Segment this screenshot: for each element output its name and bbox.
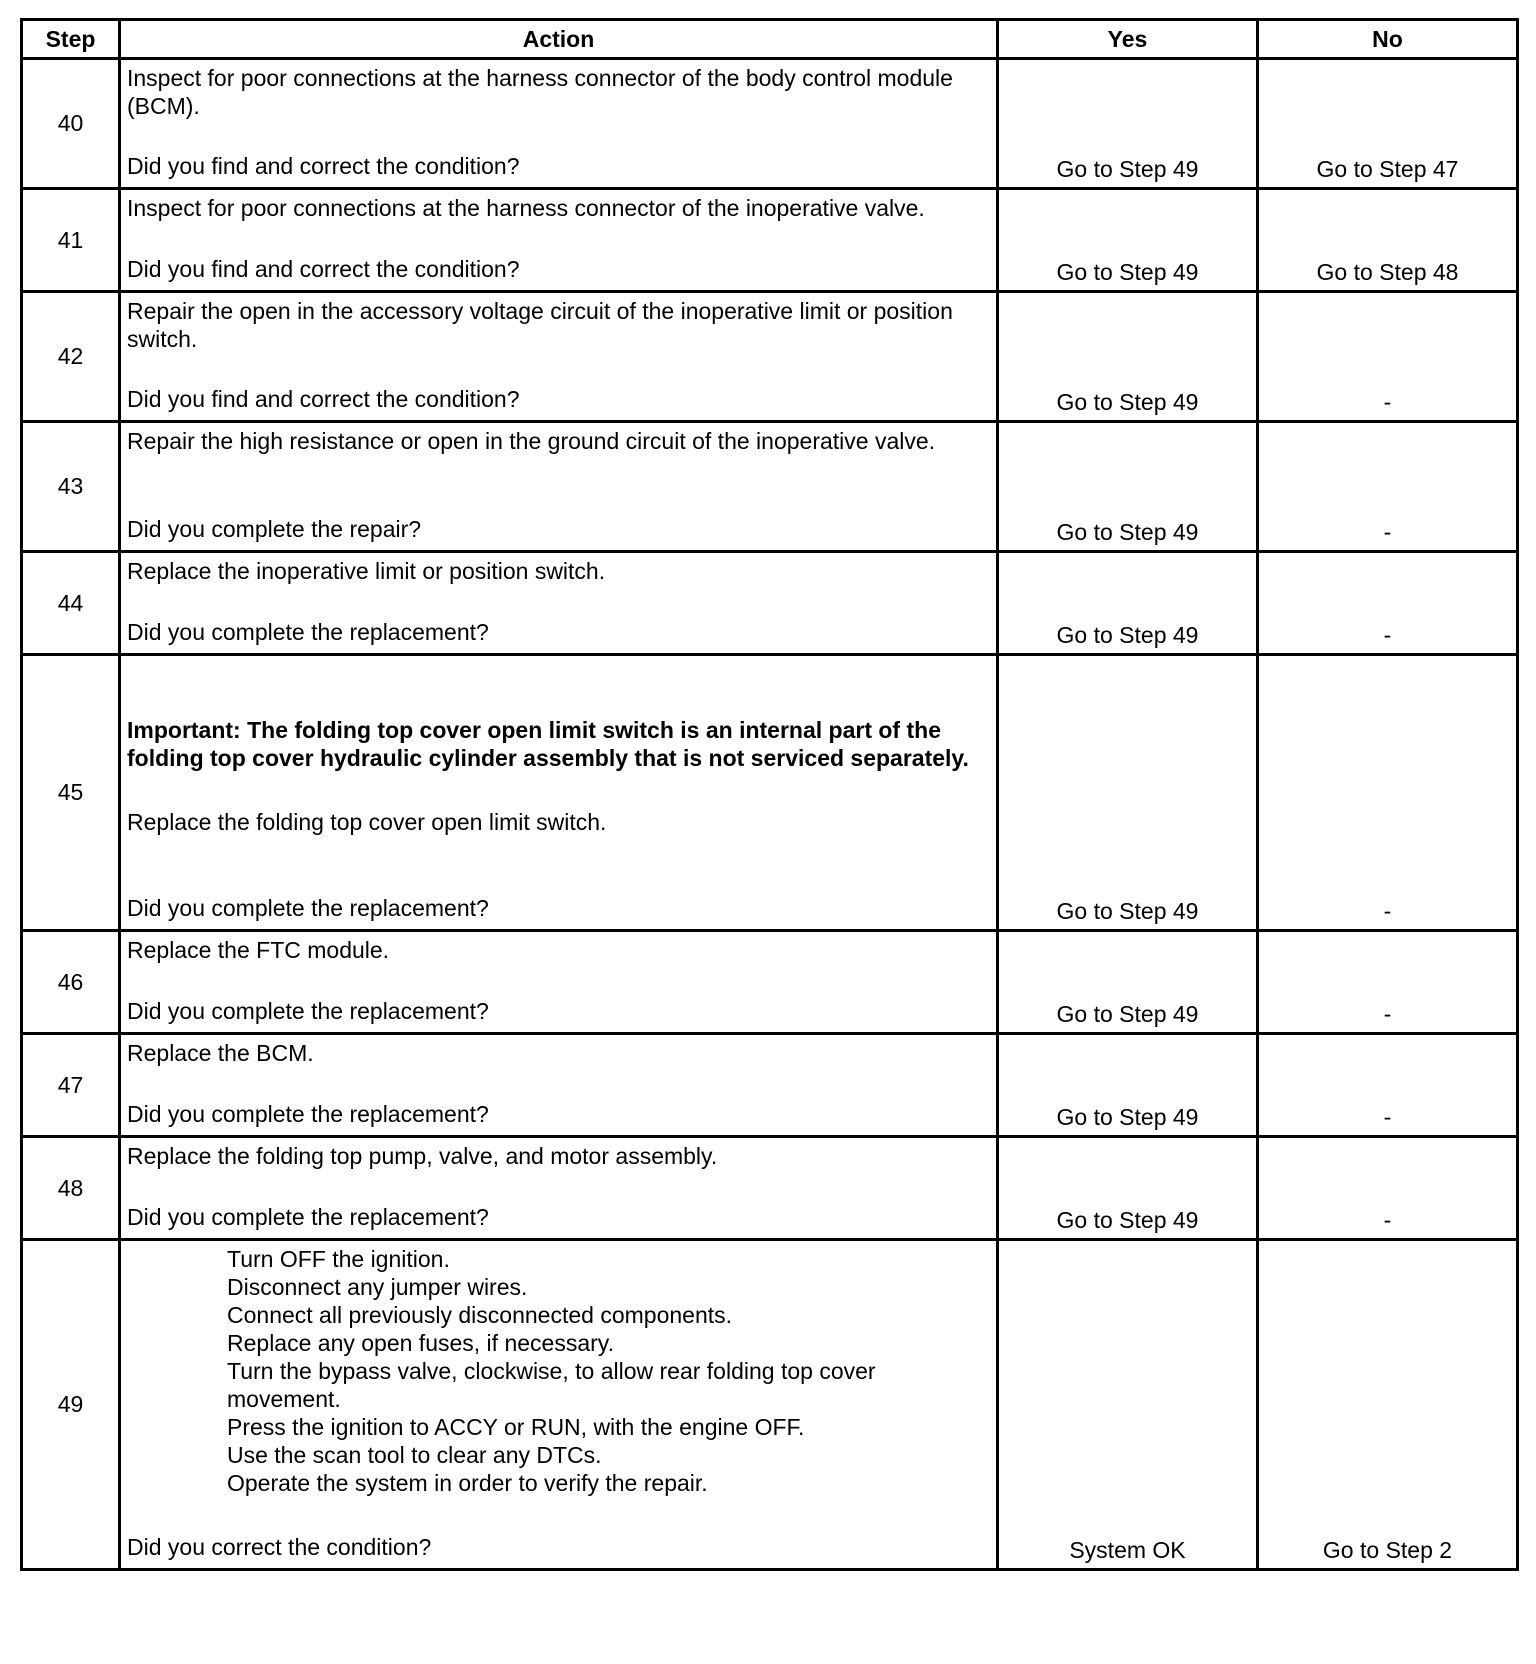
table-row [22, 422, 1518, 552]
yes-result: Go to Step 49 [998, 655, 1258, 931]
yes-result: Go to Step 49 [998, 1034, 1258, 1137]
table-row [22, 292, 1518, 422]
action-text: Inspect for poor connections at the harness connector of the inoperative valve. [127, 195, 925, 221]
yes-result: Go to Step 49 [998, 59, 1258, 189]
no-result: - [1258, 931, 1518, 1034]
action-text: Repair the high resistance or open in the ground circuit of the inoperative valve. [127, 428, 936, 454]
action-question: Did you find and correct the condition? [127, 256, 520, 282]
no-result: Go to Step 2 [1258, 1240, 1518, 1570]
action-cell [120, 931, 998, 1034]
table-row [22, 655, 1518, 931]
yes-result: Go to Step 49 [998, 189, 1258, 292]
step-number: 46 [22, 931, 120, 1034]
action-question: Did you complete the repair? [127, 516, 422, 542]
table-row [22, 1240, 1518, 1570]
no-result: Go to Step 48 [1258, 189, 1518, 292]
yes-result: Go to Step 49 [998, 422, 1258, 552]
checklist-item: Disconnect any jumper wires. [227, 1274, 528, 1300]
action-question: Did you complete the replacement? [127, 619, 489, 645]
yes-result: System OK [998, 1240, 1258, 1570]
no-result: - [1258, 422, 1518, 552]
diagnostic-table [20, 18, 1519, 1571]
yes-result: Go to Step 49 [998, 931, 1258, 1034]
action-question: Did you find and correct the condition? [127, 386, 520, 412]
action-text: Inspect for poor connections at the harness connector of the body control module (BCM). [127, 65, 953, 119]
action-question: Did you complete the replacement? [127, 895, 489, 921]
action-cell [120, 422, 998, 552]
checklist-item: Press the ignition to ACCY or RUN, with the engine OFF. [227, 1414, 805, 1440]
step-number: 41 [22, 189, 120, 292]
yes-result: Go to Step 49 [998, 552, 1258, 655]
yes-result: Go to Step 49 [998, 292, 1258, 422]
table-row [22, 59, 1518, 189]
action-question: Did you complete the replacement? [127, 1204, 489, 1230]
no-result: - [1258, 655, 1518, 931]
action-text: Replace the BCM. [127, 1040, 314, 1066]
action-cell [120, 292, 998, 422]
action-text: Repair the open in the accessory voltage circuit of the inoperative limit or position switch. [127, 298, 953, 352]
step-number: 48 [22, 1137, 120, 1240]
checklist-item: Use the scan tool to clear any DTCs. [227, 1442, 602, 1468]
action-text: Replace the folding top cover open limit switch. [127, 809, 607, 835]
table-row [22, 552, 1518, 655]
no-result: - [1258, 292, 1518, 422]
checklist-item: Turn the bypass valve, clockwise, to allow rear folding top cover movement. [227, 1358, 876, 1412]
action-cell [120, 1240, 998, 1570]
important-note: Important: The folding top cover open limit switch is an internal part of the folding top cover hydraulic cylinder assembly that is not serviced separately. [127, 717, 969, 771]
step-number: 45 [22, 655, 120, 931]
step-number: 47 [22, 1034, 120, 1137]
table-row [22, 1034, 1518, 1137]
action-cell [120, 1137, 998, 1240]
action-cell [120, 552, 998, 655]
table-row [22, 189, 1518, 292]
no-result: - [1258, 1034, 1518, 1137]
header-step: Step [22, 20, 120, 59]
action-cell [120, 655, 998, 931]
table-row [22, 1137, 1518, 1240]
table-row [22, 931, 1518, 1034]
step-number: 40 [22, 59, 120, 189]
action-cell [120, 189, 998, 292]
header-no: No [1258, 20, 1518, 59]
step-number: 43 [22, 422, 120, 552]
action-cell [120, 1034, 998, 1137]
no-result: - [1258, 552, 1518, 655]
action-question: Did you find and correct the condition? [127, 153, 520, 179]
action-text: Replace the inoperative limit or position switch. [127, 558, 606, 584]
step-number: 49 [22, 1240, 120, 1570]
action-question: Did you complete the replacement? [127, 1101, 489, 1127]
no-result: Go to Step 47 [1258, 59, 1518, 189]
step-number: 44 [22, 552, 120, 655]
header-row [22, 20, 1518, 59]
checklist-item: Connect all previously disconnected components. [227, 1302, 733, 1328]
no-result: - [1258, 1137, 1518, 1240]
checklist-item: Replace any open fuses, if necessary. [227, 1330, 614, 1356]
action-text: Replace the folding top pump, valve, and motor assembly. [127, 1143, 718, 1169]
checklist-item: Operate the system in order to verify the repair. [227, 1470, 708, 1496]
action-cell [120, 59, 998, 189]
checklist [127, 1245, 990, 1497]
step-number: 42 [22, 292, 120, 422]
checklist-item: Turn OFF the ignition. [227, 1246, 450, 1272]
action-question: Did you correct the condition? [127, 1534, 432, 1560]
header-yes: Yes [998, 20, 1258, 59]
action-text: Replace the FTC module. [127, 937, 390, 963]
header-action: Action [120, 20, 998, 59]
action-question: Did you complete the replacement? [127, 998, 489, 1024]
yes-result: Go to Step 49 [998, 1137, 1258, 1240]
